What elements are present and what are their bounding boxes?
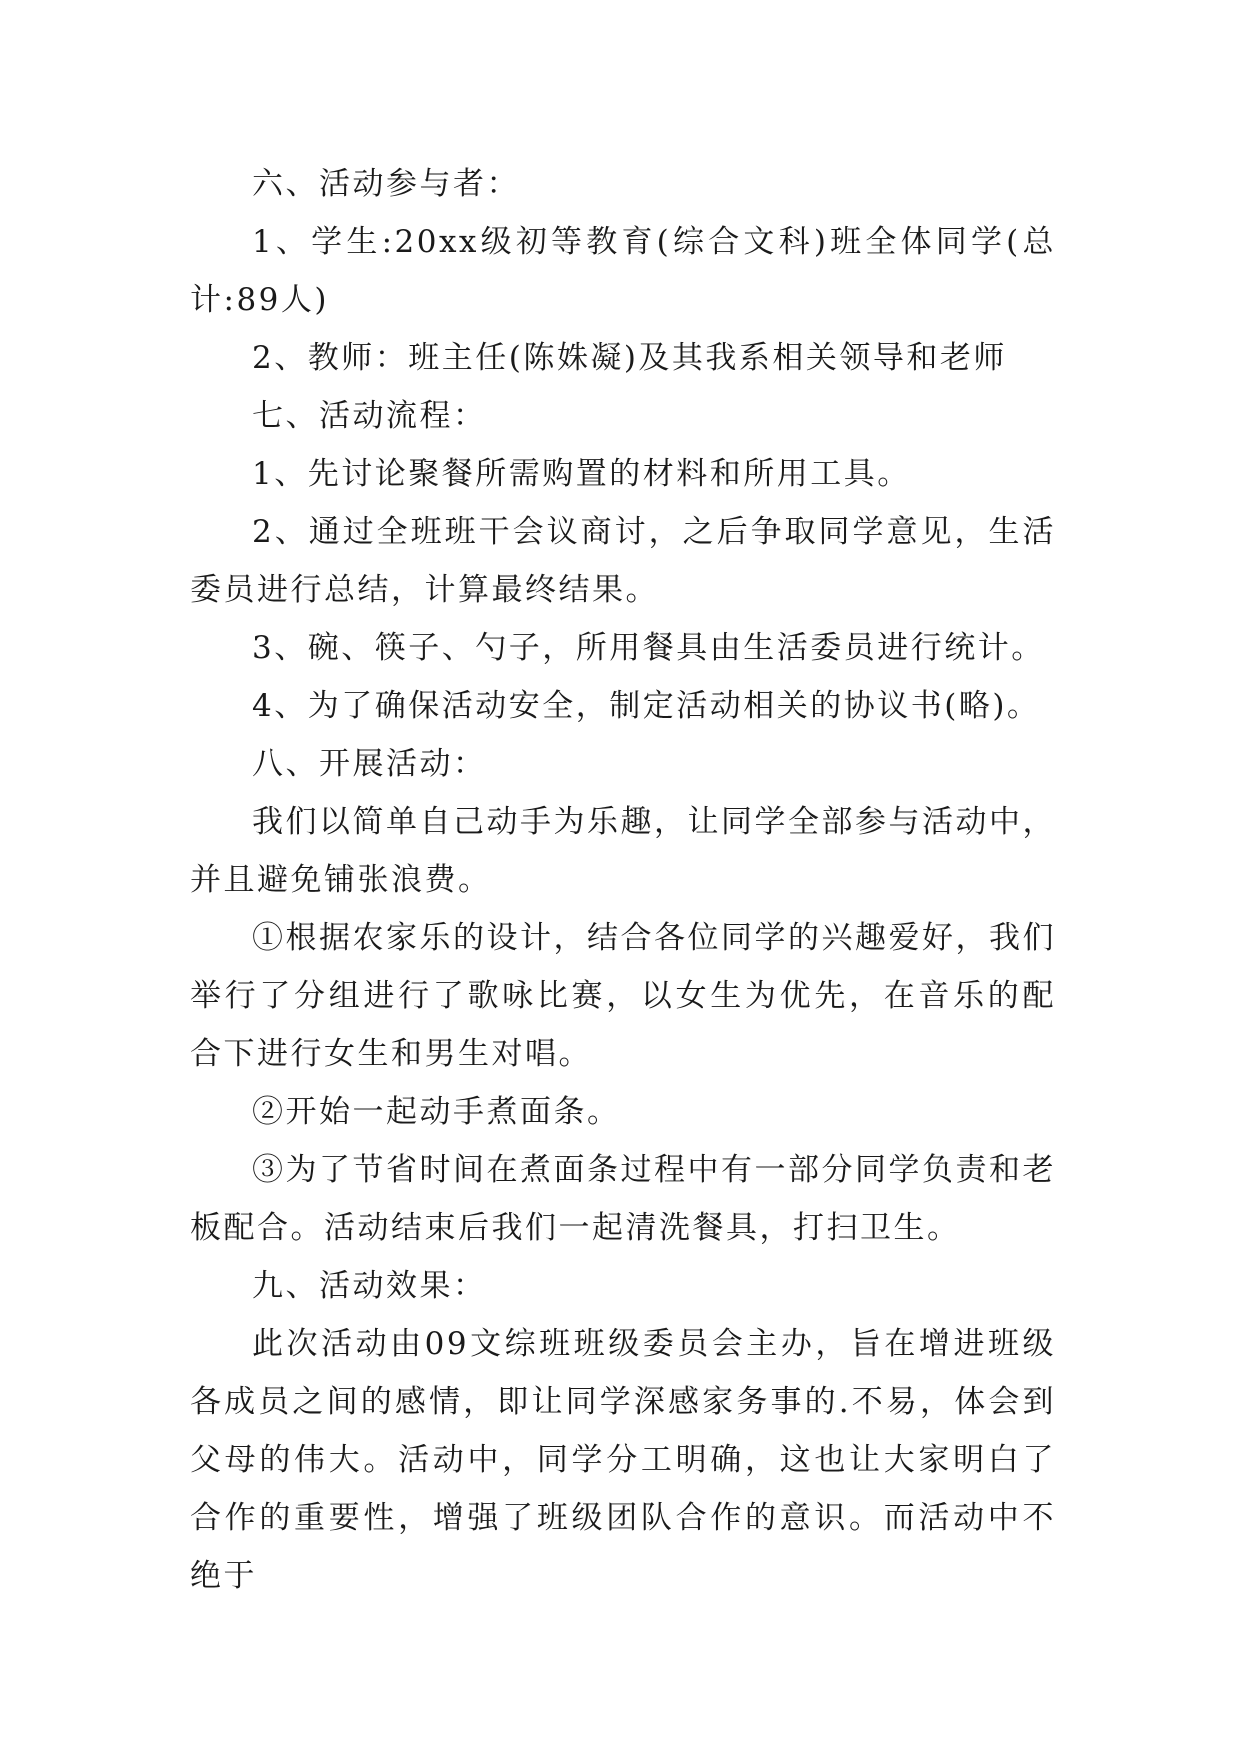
paragraph-teachers: 2、教师：班主任(陈姝凝)及其我系相关领导和老师 <box>252 340 1007 376</box>
paragraph-activity-2: ②开始一起动手煮面条。 <box>252 1094 621 1130</box>
paragraph-activity-3: ③为了节省时间在煮面条过程中有一部分同学负责和老板配合。活动结束后我们一起清洗餐具，打扫卫生。 <box>190 1152 1056 1246</box>
paragraph-students: 1、学生:20xx级初等教育(综合文科)班全体同学(总计:89人) <box>190 224 1056 318</box>
section-heading-participants: 六、活动参与者： <box>252 166 520 202</box>
paragraph-activities-intro: 我们以简单自己动手为乐趣，让同学全部参与活动中，并且避免铺张浪费。 <box>190 804 1056 898</box>
document-body <box>190 155 1056 1605</box>
paragraph-process-4: 4、为了确保活动安全，制定活动相关的协议书(略)。 <box>252 688 1041 724</box>
paragraph-process-2: 2、通过全班班干会议商讨，之后争取同学意见，生活委员进行总结，计算最终结果。 <box>190 514 1056 608</box>
paragraph-activity-1: ①根据农家乐的设计，结合各位同学的兴趣爱好，我们举行了分组进行了歌咏比赛，以女生为优先，在音乐的配合下进行女生和男生对唱。 <box>190 920 1056 1072</box>
section-heading-effects: 九、活动效果： <box>252 1268 487 1304</box>
paragraph-effects: 此次活动由09文综班班级委员会主办，旨在增进班级各成员之间的感情，即让同学深感家务事的.不易，体会到父母的伟大。活动中，同学分工明确，这也让大家明白了合作的重要性，增强了班级团队合作的意识。而活动中不绝于 <box>190 1326 1056 1594</box>
section-heading-activities: 八、开展活动： <box>252 746 487 782</box>
section-heading-process: 七、活动流程： <box>252 398 487 434</box>
paragraph-process-1: 1、先讨论聚餐所需购置的材料和所用工具。 <box>252 456 911 492</box>
paragraph-process-3: 3、碗、筷子、勺子，所用餐具由生活委员进行统计。 <box>252 630 1045 666</box>
